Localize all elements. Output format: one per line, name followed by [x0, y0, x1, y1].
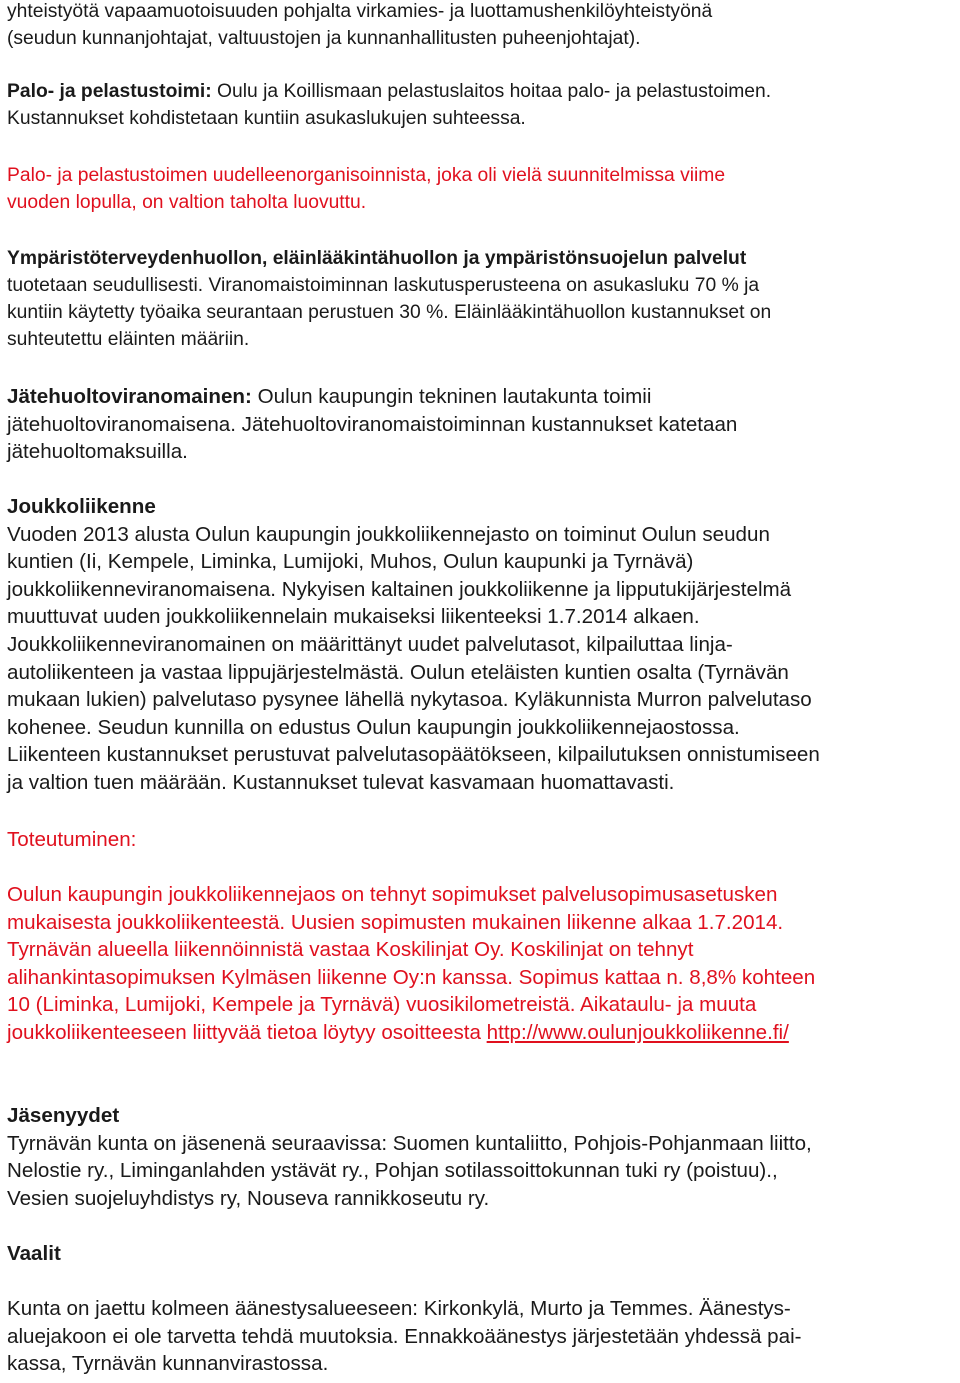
jate-text: Oulun kaupungin tekninen lautakunta toimii — [251, 385, 652, 408]
jasenyydet-heading: Jäsenyydet — [7, 1104, 120, 1127]
text-line: ja valtion tuen määrään. Kustannukset tulevat kasvamaan huomattavasti. — [7, 770, 675, 794]
text-line: kohenee. Seudun kunnilla on edustus Oulun kaupungin joukkoliikennejaostossa. — [7, 715, 740, 739]
ymparisto-paragraph — [7, 245, 957, 353]
jate-heading: Jätehuoltoviranomainen: — [7, 385, 252, 408]
text-line: Nelostie ry., Liminganlahden ystävät ry., Pohjan sotilassoittokunnan tuki ry (poistuu)., — [7, 1159, 778, 1183]
vaalit-paragraph — [7, 1295, 957, 1378]
text-line: Tyrnävän alueella liikennöinnistä vastaa Koskilinjat Oy. Koskilinjat on tehnyt — [7, 938, 694, 962]
palo-heading: Palo- ja pelastustoimi: — [7, 81, 212, 102]
vaalit-heading-block — [7, 1240, 957, 1268]
joukkoliikenne-section — [7, 493, 957, 797]
toteutuminen-last-line: joukkoliikenteeseen liittyvää tietoa löytyy osoitteesta — [7, 1020, 487, 1044]
text-line: alihankintasopimuksen Kylmäsen liikenne Oy:n kanssa. Sopimus kattaa n. 8,8% kohteen — [7, 965, 816, 989]
text-line: (seudun kunnanjohtajat, valtuustojen ja kunnanhallitusten puheenjohtajat). — [7, 28, 641, 49]
text-line: aluejakoon ei ole tarvetta tehdä muutoksia. Ennakkoäänestys järjestetään yhdessä pai- — [7, 1324, 802, 1348]
text-line: muuttuvat uuden joukkoliikennelain mukaiseksi liikenteeksi 1.7.2014 alkaen. — [7, 605, 700, 629]
jate-paragraph — [7, 383, 957, 466]
text-line: Vesien suojeluyhdistys ry, Nouseva rannikkoseutu ry. — [7, 1186, 490, 1210]
text-line: suhteutettu eläinten määriin. — [7, 329, 250, 350]
palo-paragraph — [7, 78, 957, 132]
text-line: Vuoden 2013 alusta Oulun kaupungin joukkoliikennejasto on toiminut Oulun seudun — [7, 522, 770, 546]
text-line: Palo- ja pelastustoimen uudelleenorganisoinnista, joka oli vielä suunnitelmissa viime — [7, 165, 726, 186]
intro-paragraph — [7, 0, 957, 52]
text-line: autoliikenteen ja vastaa lippujärjestelmästä. Oulun eteläisten kuntien osalta (Tyrnävän — [7, 660, 789, 684]
text-line: 10 (Liminka, Lumijoki, Kempele ja Tyrnävä) vuosikilometreistä. Aikataulu- ja muuta — [7, 993, 757, 1017]
text-line — [7, 78, 957, 105]
text-line: kassa, Tyrnävän kunnanvirastossa. — [7, 1352, 329, 1376]
text-line: Oulun kaupungin joukkoliikennejaos on tehnyt sopimukset palvelusopimusasetusken — [7, 883, 778, 906]
joukkoliikenne-link[interactable]: http://www.oulunjoukkoliikenne.fi/ — [486, 1020, 789, 1044]
toteutuminen-paragraph — [7, 881, 957, 1047]
text-line: yhteistyötä vapaamuotoisuuden pohjalta virkamies- ja luottamushenkilöyhteistyönä — [7, 1, 713, 22]
text-line: Joukkoliikenneviranomainen on määrittänyt uudet palvelutasot, kilpailuttaa linja- — [7, 632, 733, 656]
text-line: kuntien (Ii, Kempele, Liminka, Lumijoki, Muhos, Oulun kaupunki ja Tyrnävä) — [7, 550, 694, 574]
text-line: vuoden lopulla, on valtion taholta luovuttu. — [7, 192, 367, 213]
text-line: kuntiin käytetty työaika seurantaan perustuen 30 %. Eläinlääkintähuollon kustannukset on — [7, 302, 772, 323]
joukkoliikenne-heading: Joukkoliikenne — [7, 495, 156, 518]
text-line: Kustannukset kohdistetaan kuntiin asukaslukujen suhteessa. — [7, 108, 526, 129]
jasenyydet-section — [7, 1102, 957, 1212]
text-line: Kunta on jaettu kolmeen äänestysalueeseen: Kirkonkylä, Murto ja Temmes. Äänestys- — [7, 1297, 791, 1320]
text-line: mukaan lukien) palvelutaso pysynee lähellä nykytasoa. Kyläkunnista Murron palvelutaso — [7, 688, 812, 712]
text-line: jätehuoltoviranomaisena. Jätehuoltoviranomaistoiminnan kustannukset katetaan — [7, 412, 738, 436]
text-line: Liikenteen kustannukset perustuvat palvelutasopäätökseen, kilpailutuksen onnistumiseen — [7, 743, 820, 767]
toteutuminen-heading-block — [7, 826, 957, 854]
text-line: Tyrnävän kunta on jäsenenä seuraavissa: Suomen kuntaliitto, Pohjois-Pohjanmaan liitto, — [7, 1131, 812, 1155]
text-line — [7, 272, 957, 299]
text-line: joukkoliikenneviranomaisena. Nykyisen kaltainen joukkoliikenne ja lipputukijärjestelmä — [7, 577, 792, 601]
palo-text: Oulu ja Koillismaan pelastuslaitos hoitaa palo- ja pelastustoimen. — [211, 81, 772, 102]
text-line: mukaisesta joukkoliikenteestä. Uusien sopimusten mukainen liikenne alkaa 1.7.2014. — [7, 910, 784, 934]
ymparisto-line2-rest: Viranomaistoiminnan laskutusperusteena on asukasluku 70 % ja — [203, 275, 760, 296]
text-line — [7, 383, 957, 411]
vaalit-heading: Vaalit — [7, 1242, 61, 1265]
ymparisto-heading: Ympäristöterveydenhuollon, eläinlääkintähuollon ja ympäristönsuojelun palvelut — [7, 248, 747, 269]
palo-red-paragraph — [7, 162, 957, 216]
text-line — [7, 1019, 957, 1047]
toteutuminen-heading: Toteutuminen: — [7, 828, 137, 851]
ymparisto-line2: tuotetaan seudullisesti. — [7, 275, 204, 296]
text-line: jätehuoltomaksuilla. — [7, 440, 188, 464]
